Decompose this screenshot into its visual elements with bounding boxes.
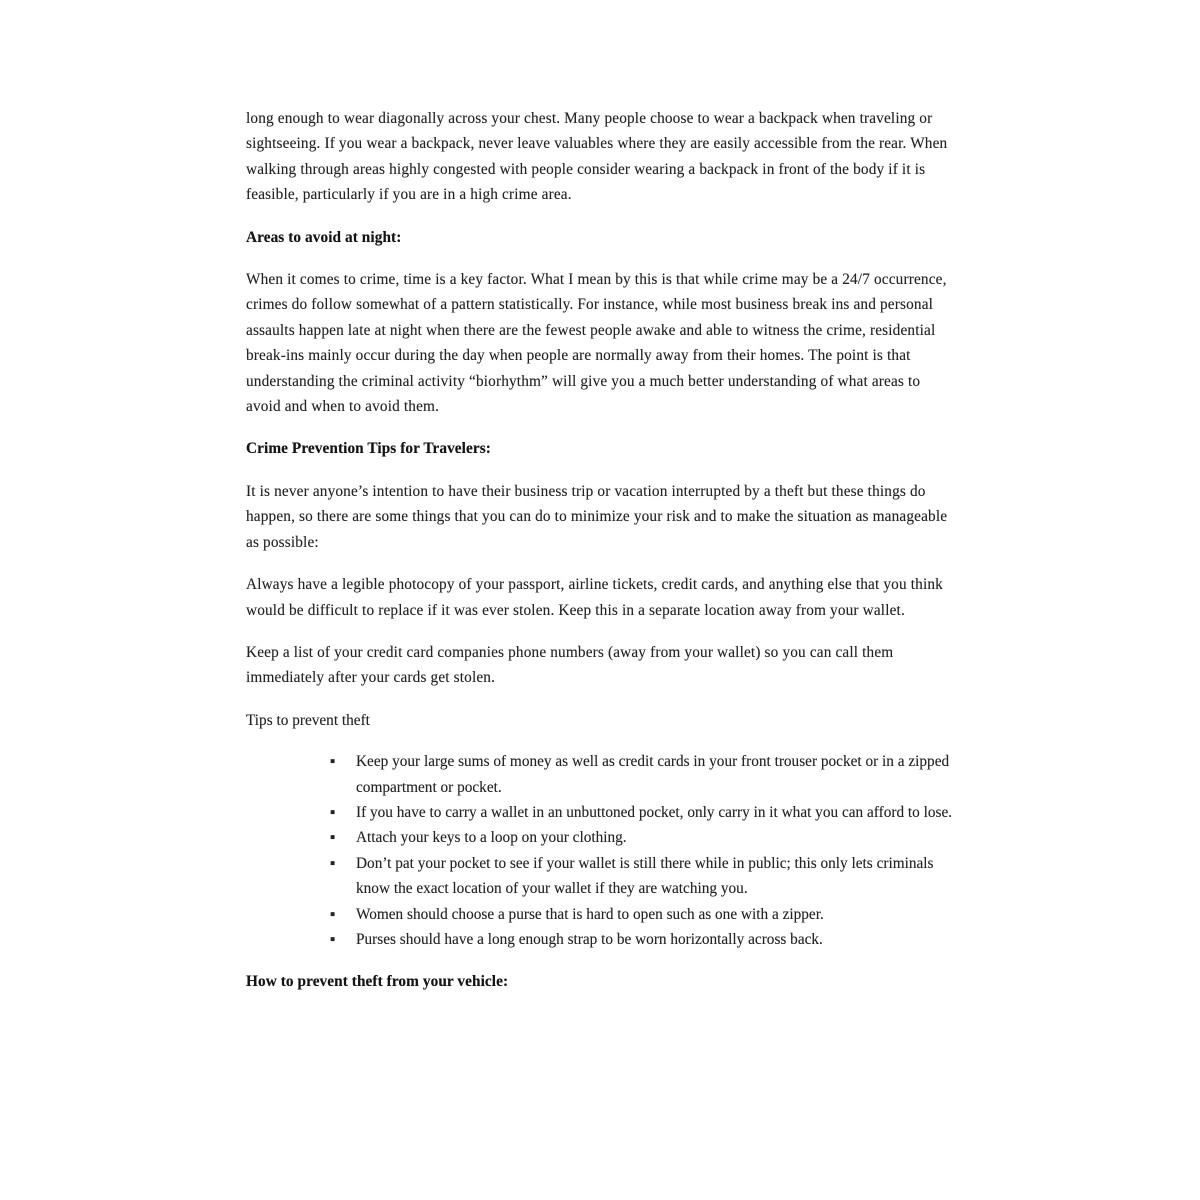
list-item	[330, 902, 958, 927]
list-item-label: Don’t pat your pocket to see if your wallet is still there while in public; this only lets criminals know the exact location of your wallet if they are watching you.	[356, 854, 934, 898]
paragraph-credit-card-phone-list: Keep a list of your credit card companies phone numbers (away from your wallet) so you can call them immediately after your cards get stolen.	[246, 643, 894, 687]
list-item-label: Women should choose a purse that is hard to open such as one with a zipper.	[356, 905, 824, 923]
bullet-icon: ▪	[330, 829, 336, 847]
list-item	[330, 851, 958, 902]
paragraph-travel-theft-intention: It is never anyone’s intention to have their business trip or vacation interrupted by a theft but these things do happen, so there are some things that you can do to minimize your risk and to make the situation as manageable as possible:	[246, 482, 948, 551]
list-item	[330, 749, 958, 800]
lead-in-tips-to-prevent-theft: Tips to prevent theft	[246, 711, 370, 729]
list-item	[330, 825, 958, 850]
tips-to-prevent-theft-list	[246, 749, 958, 952]
list-item	[330, 927, 958, 952]
document-text-column	[246, 106, 958, 1012]
list-item-label: Purses should have a long enough strap to be worn horizontally across back.	[356, 930, 823, 948]
paragraph-backpack-advice: long enough to wear diagonally across your chest. Many people choose to wear a backpack when traveling or sightseeing. If you wear a backpack, never leave valuables where they are easily accessible from the rear. When walking through areas highly congested with people consider wearing a backpack in front of the body if it is feasible, particularly if you are in a high crime area.	[246, 110, 948, 204]
heading-how-to-prevent-theft-from-your-vehicle: How to prevent theft from your vehicle:	[246, 973, 509, 991]
heading-areas-to-avoid-at-night: Areas to avoid at night:	[246, 228, 402, 246]
bullet-icon: ▪	[330, 803, 336, 821]
paragraph-photocopy-documents: Always have a legible photocopy of your passport, airline tickets, credit cards, and anything else that you think would be difficult to replace if it was ever stolen. Keep this in a separate location away from your wallet.	[246, 576, 943, 619]
list-item-label: If you have to carry a wallet in an unbuttoned pocket, only carry in it what you can afford to lose.	[356, 803, 953, 821]
list-item	[330, 800, 958, 825]
bullet-icon: ▪	[330, 854, 336, 872]
bullet-icon: ▪	[330, 905, 336, 923]
paragraph-crime-time-factor: When it comes to crime, time is a key factor. What I mean by this is that while crime may be a 24/7 occurrence, crimes do follow somewhat of a pattern statistically. For instance, while most business break ins and personal assaults happen late at night when there are the fewest people awake and able to witness the crime, residential break-ins mainly occur during the day when people are normally away from their homes. The point is that understanding the criminal activity “biorhythm” will give you a much better understanding of what areas to avoid and when to avoid them.	[246, 271, 947, 416]
bullet-icon: ▪	[330, 753, 336, 771]
bullet-icon: ▪	[330, 930, 336, 948]
list-item-label: Attach your keys to a loop on your clothing.	[356, 829, 627, 847]
list-item-label: Keep your large sums of money as well as credit cards in your front trouser pocket or in a zipped compartment or pocket.	[356, 753, 950, 796]
heading-crime-prevention-tips-for-travelers: Crime Prevention Tips for Travelers:	[246, 440, 491, 458]
